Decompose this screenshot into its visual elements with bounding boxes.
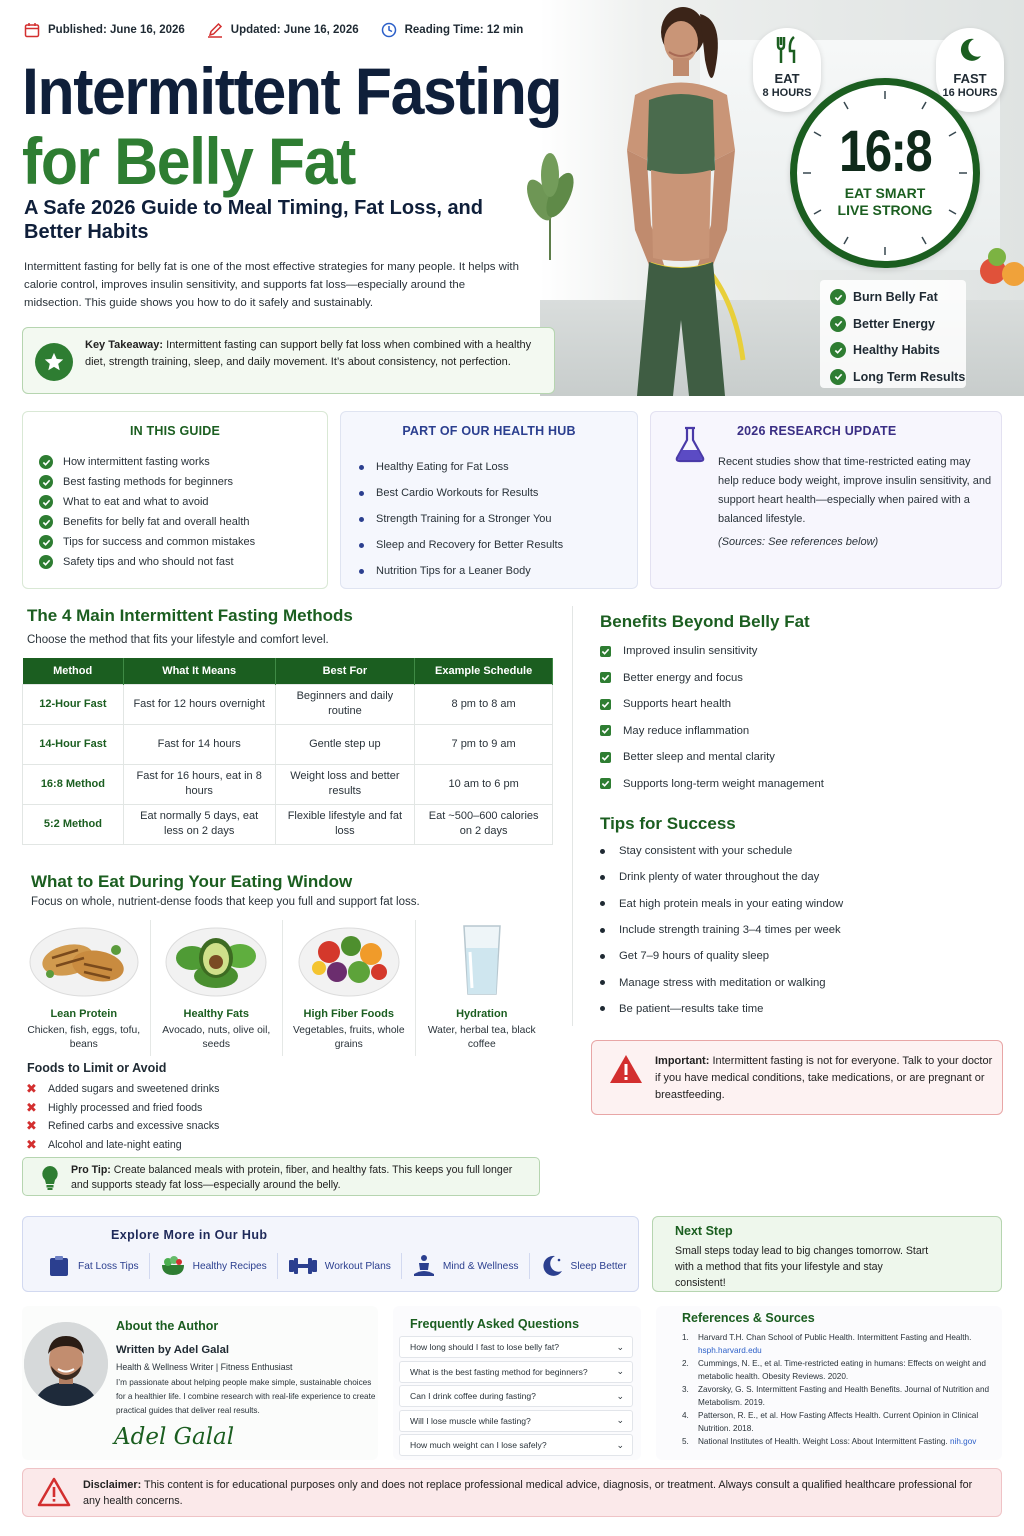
bullet-icon [600,901,605,906]
warning-outline-icon [37,1477,71,1507]
check-circle-icon [39,515,53,529]
x-mark-icon: ✖ [26,1099,37,1115]
table-cell: Flexible lifestyle and fat loss [275,804,415,844]
tips-list [600,838,843,1022]
grilled-chicken-icon [28,922,140,998]
list-item: ✖ Added sugars and sweetened drinks [26,1081,220,1097]
guide-item[interactable]: Safety tips and who should not fast [39,552,327,572]
checkbox-icon [600,752,611,763]
research-sources: (Sources: See references below) [718,536,879,548]
fasting-ratio: 16:8 [839,119,931,184]
in-this-guide-card [22,411,328,589]
reading-time [381,22,524,38]
list-item: Stay consistent with your schedule [600,838,843,864]
table-cell: 8 pm to 8 am [415,684,553,724]
table-header: Method [23,658,124,684]
limit-foods-list [26,1080,219,1154]
check-circle-icon [830,369,846,385]
pro-tip-text: Pro Tip: Create balanced meals with protein, fiber, and healthy fats. This keeps you full longer and supports steady fat loss—especially around the belly. [71,1164,513,1191]
checkbox-icon [600,672,611,683]
list-item: Manage stress with meditation or walking [600,969,843,995]
check-circle-icon [830,316,846,332]
meditation-icon [412,1254,436,1278]
eat-window-subtitle: Focus on whole, nutrient-dense foods that keep you full and support fat loss. [31,896,420,908]
x-mark-icon: ✖ [26,1136,37,1152]
chevron-down-icon: ⌄ [616,1415,624,1426]
water-glass-icon [426,922,538,998]
updated-text: Updated: June 16, 2026 [230,24,359,36]
list-item: Drink plenty of water throughout the day [600,864,843,890]
hub-link[interactable]: Nutrition Tips for a Leaner Body [359,558,637,584]
reference-item: 3. Zavorsky, G. S. Intermittent Fasting and Health Benefits. Journal of Nutrition and Metabolism. 2019. [682,1385,990,1407]
author-section-title: About the Author [116,1319,219,1333]
table-row [23,804,553,844]
table-cell: Fast for 16 hours, eat in 8 hours [123,764,275,804]
avocado-salad-icon [160,922,272,998]
hero-benefits-list [820,280,966,388]
key-takeaway-box [22,327,555,394]
reading-time-text: Reading Time: 12 min [404,24,524,36]
faq-item[interactable]: Will I lose muscle while fasting? ⌄ [399,1410,633,1432]
table-cell: 7 pm to 9 am [415,724,553,764]
guide-title: IN THIS GUIDE [129,424,221,438]
fast-hours-badge: FAST 16 HOURS [936,28,1004,112]
table-header: Best For [275,658,415,684]
check-circle-icon [39,495,53,509]
takeaway-text: Key Takeaway: Intermittent fasting can support belly fat loss when combined with a healthy diet, strength training, sleep, and daily movement. It’s about consistency, not perfection. [85,339,532,368]
list-item: ✖ Alcohol and late-night eating [26,1136,182,1152]
faq-item[interactable]: What is the best fasting method for beginners? ⌄ [399,1361,633,1383]
hub-link[interactable]: Strength Training for a Stronger You [359,506,637,532]
table-row [23,764,553,804]
list-item: Better energy and focus [600,665,824,692]
check-circle-icon [39,535,53,549]
faq-title: Frequently Asked Questions [410,1317,580,1331]
lightbulb-icon [40,1165,60,1191]
moon-icon [540,1254,564,1278]
list-item: Supports heart health [600,691,824,718]
intro-paragraph: Intermittent fasting for belly fat is one of the most effective strategies for many people. It helps with calorie control, improves insulin sensitivity, and supports fat loss—especially around the midsection. This guide shows you how to do it safely and sustainably. [24,261,519,309]
table-header: What It Means [123,658,275,684]
guide-item[interactable]: What to eat and what to avoid [39,492,327,512]
list-item: Supports long-term weight management [600,771,824,798]
bullet-icon [359,569,364,574]
author-box [22,1306,378,1460]
reference-item: 1. Harvard T.H. Chan School of Public Health. Intermittent Fasting and Health. hsph.harvard.edu [682,1333,972,1355]
list-item: Include strength training 3–4 times per week [600,917,843,943]
checkbox-icon [600,699,611,710]
chevron-down-icon: ⌄ [616,1366,624,1377]
hero-check-item: Burn Belly Fat [830,284,966,311]
clipboard-icon [47,1255,71,1277]
explore-title: Explore More in Our Hub [111,1228,268,1242]
methods-subtitle: Choose the method that fits your lifestyle and comfort level. [27,634,329,646]
research-update-card [650,411,1002,589]
references-title: References & Sources [682,1311,815,1325]
table-row [23,684,553,724]
food-high-fiber: High Fiber Foods Vegetables, fruits, whole grains [283,920,416,1056]
moon-icon [936,28,1004,72]
hub-link[interactable]: Healthy Eating for Fat Loss [359,454,637,480]
hub-title: PART OF OUR HEALTH HUB [402,424,576,438]
list-item: Get 7–9 hours of quality sleep [600,943,843,969]
chevron-down-icon: ⌄ [616,1341,624,1352]
method-name-cell: 14-Hour Fast [23,724,124,764]
salad-bowl-icon [160,1255,186,1277]
fork-knife-icon [753,28,821,72]
method-name-cell: 12-Hour Fast [23,684,124,724]
bullet-icon [359,465,364,470]
hub-link[interactable]: Best Cardio Workouts for Results [359,480,637,506]
reference-item: 5. National Institutes of Health. Weight Loss: About Intermittent Fasting. nih.gov [682,1437,977,1446]
star-icon [35,343,73,381]
bullet-icon [359,491,364,496]
benefits-title: Benefits Beyond Belly Fat [600,612,810,631]
faq-item[interactable]: Can I drink coffee during fasting? ⌄ [399,1385,633,1407]
author-bio: I’m passionate about helping people make simple, sustainable choices for a healthier life. I combine research with real-life experience to create practical guides that deliver real results. [116,1378,376,1415]
check-circle-icon [39,455,53,469]
checkbox-icon [600,725,611,736]
guide-item[interactable]: How intermittent fasting works [39,452,327,472]
bullet-icon [600,980,605,985]
disclaimer-text: Disclaimer: This content is for educational purposes only and does not replace professional medical advice, diagnosis, or treatment. Always consult a qualified healthcare professional for any health concerns. [83,1479,973,1507]
benefits-list [600,638,824,797]
check-circle-icon [830,289,846,305]
method-name-cell: 5:2 Method [23,804,124,844]
methods-title: The 4 Main Intermittent Fasting Methods [27,606,353,625]
explore-link-recipes[interactable]: Healthy Recipes [150,1253,278,1279]
faq-item[interactable]: How long should I fast to lose belly fat? ⌄ [399,1336,633,1358]
eat-hours-badge: EAT 8 HOURS [753,28,821,112]
clock-icon [381,22,397,38]
next-step-box [652,1216,1002,1292]
bullet-icon [600,954,605,959]
research-text: Recent studies show that time-restricted eating may help reduce body weight, improve insulin sensitivity, and support heart health—especially when paired with a balanced lifestyle. [718,456,992,525]
vegetable-bowl-icon [293,922,405,998]
bullet-icon [600,875,605,880]
published-date [24,22,185,38]
list-item: ✖ Refined carbs and excessive snacks [26,1118,220,1134]
pencil-icon [207,22,223,38]
next-step-title: Next Step [675,1224,733,1238]
chevron-down-icon: ⌄ [616,1390,624,1401]
explore-link-sleep[interactable]: Sleep Better [530,1253,637,1279]
disclaimer-box [22,1468,1002,1517]
list-item: May reduce inflammation [600,718,824,745]
updated-date [207,22,359,38]
reference-link[interactable]: nih.gov [949,1437,977,1446]
research-title: 2026 RESEARCH UPDATE [737,424,897,438]
references-box [656,1306,1002,1460]
table-cell: Fast for 14 hours [123,724,275,764]
x-mark-icon: ✖ [26,1081,37,1097]
reference-item: 4. Patterson, R. E., et al. How Fasting Affects Health. Current Opinion in Clinical Nutrition. 2018. [682,1411,979,1433]
check-circle-icon [830,342,846,358]
article-meta-bar [24,20,523,40]
table-cell: Beginners and daily routine [275,684,415,724]
column-divider [572,606,573,1026]
check-circle-icon [39,475,53,489]
food-lean-protein: Lean Protein Chicken, fish, eggs, tofu, beans [18,920,151,1056]
table-cell: Eat ~500–600 calories on 2 days [415,804,553,844]
table-cell: Eat normally 5 days, eat less on 2 days [123,804,275,844]
explore-link-mind-wellness[interactable]: Mind & Wellness [402,1253,530,1279]
check-circle-icon [39,555,53,569]
published-text: Published: June 16, 2026 [48,24,185,36]
method-name-cell: 16:8 Method [23,764,124,804]
guide-item[interactable]: Tips for success and common mistakes [39,532,327,552]
dumbbell-icon [288,1255,318,1277]
table-row [23,724,553,764]
checkbox-icon [600,778,611,789]
table-cell: Gentle step up [275,724,415,764]
author-role: Health & Wellness Writer | Fitness Enthusiast [116,1362,293,1372]
list-item: Better sleep and mental clarity [600,744,824,771]
guide-item[interactable]: Best fasting methods for beginners [39,472,327,492]
list-item: Be patient—results take time [600,996,843,1022]
bullet-icon [600,1006,605,1011]
bullet-icon [600,849,605,854]
list-item: ✖ Highly processed and fried foods [26,1099,203,1115]
faq-box [393,1306,641,1460]
pro-tip-box [22,1157,540,1196]
list-item: Eat high protein meals in your eating window [600,891,843,917]
important-text: Important: Intermittent fasting is not for everyone. Talk to your doctor if you have medical conditions, take medications, or are pregnant or breastfeeding. [655,1055,993,1101]
bullet-icon [359,517,364,522]
calendar-icon [24,22,40,38]
important-warning-box [591,1040,1003,1115]
list-item: Improved insulin sensitivity [600,638,824,665]
reference-link[interactable]: hsph.harvard.edu [698,1346,762,1355]
x-mark-icon: ✖ [26,1118,37,1134]
chevron-down-icon: ⌄ [616,1439,624,1450]
faq-item[interactable]: How much weight can I lose safely? ⌄ [399,1434,633,1456]
page-title-line2: for Belly Fat [22,124,355,198]
table-cell: Weight loss and better results [275,764,415,804]
warning-icon [608,1053,644,1085]
hero-check-item: Long Term Results [830,364,966,391]
table-cell: Fast for 12 hours overnight [123,684,275,724]
lime-icon [988,248,1006,266]
bullet-icon [359,543,364,548]
food-groups [18,920,548,1056]
orange-icon [1002,262,1024,286]
explore-link-fat-loss[interactable]: Fat Loss Tips [37,1253,150,1279]
bullet-icon [600,928,605,933]
flask-icon [671,424,709,464]
reference-item: 2. Cummings, N. E., et al. Time-restricted eating in humans: Effects on weight and metabolic health. Obesity Reviews. 2020. [682,1359,986,1381]
next-step-text: Small steps today lead to big changes tomorrow. Start with a method that fits your lifestyle and stay consistent! [675,1245,929,1289]
page-subtitle: A Safe 2026 Guide to Meal Timing, Fat Loss, and Better Habits [24,197,483,243]
checkbox-icon [600,646,611,657]
eat-window-title: What to Eat During Your Eating Window [31,872,353,891]
clock-slogan: EAT SMART LIVE STRONG [837,185,933,218]
author-signature: Adel Galal [114,1424,235,1450]
explore-link-workouts[interactable]: Workout Plans [278,1253,402,1279]
tips-title: Tips for Success [600,814,736,833]
explore-hub-box [22,1216,639,1292]
limit-foods-title: Foods to Limit or Avoid [27,1061,167,1075]
food-healthy-fats: Healthy Fats Avocado, nuts, olive oil, seeds [151,920,284,1056]
food-hydration: Hydration Water, herbal tea, black coffee [416,920,549,1056]
hero-check-item: Better Energy [830,311,966,338]
hub-link[interactable]: Sleep and Recovery for Better Results [359,532,637,558]
fasting-methods-table [22,658,553,845]
guide-item[interactable]: Benefits for belly fat and overall health [39,512,327,532]
table-cell: 10 am to 6 pm [415,764,553,804]
page-title-line1: Intermittent Fasting [22,54,562,128]
health-hub-card [340,411,638,589]
avatar [24,1322,108,1406]
table-header: Example Schedule [415,658,553,684]
author-name: Written by Adel Galal [116,1344,229,1356]
hero-check-item: Healthy Habits [830,337,966,364]
